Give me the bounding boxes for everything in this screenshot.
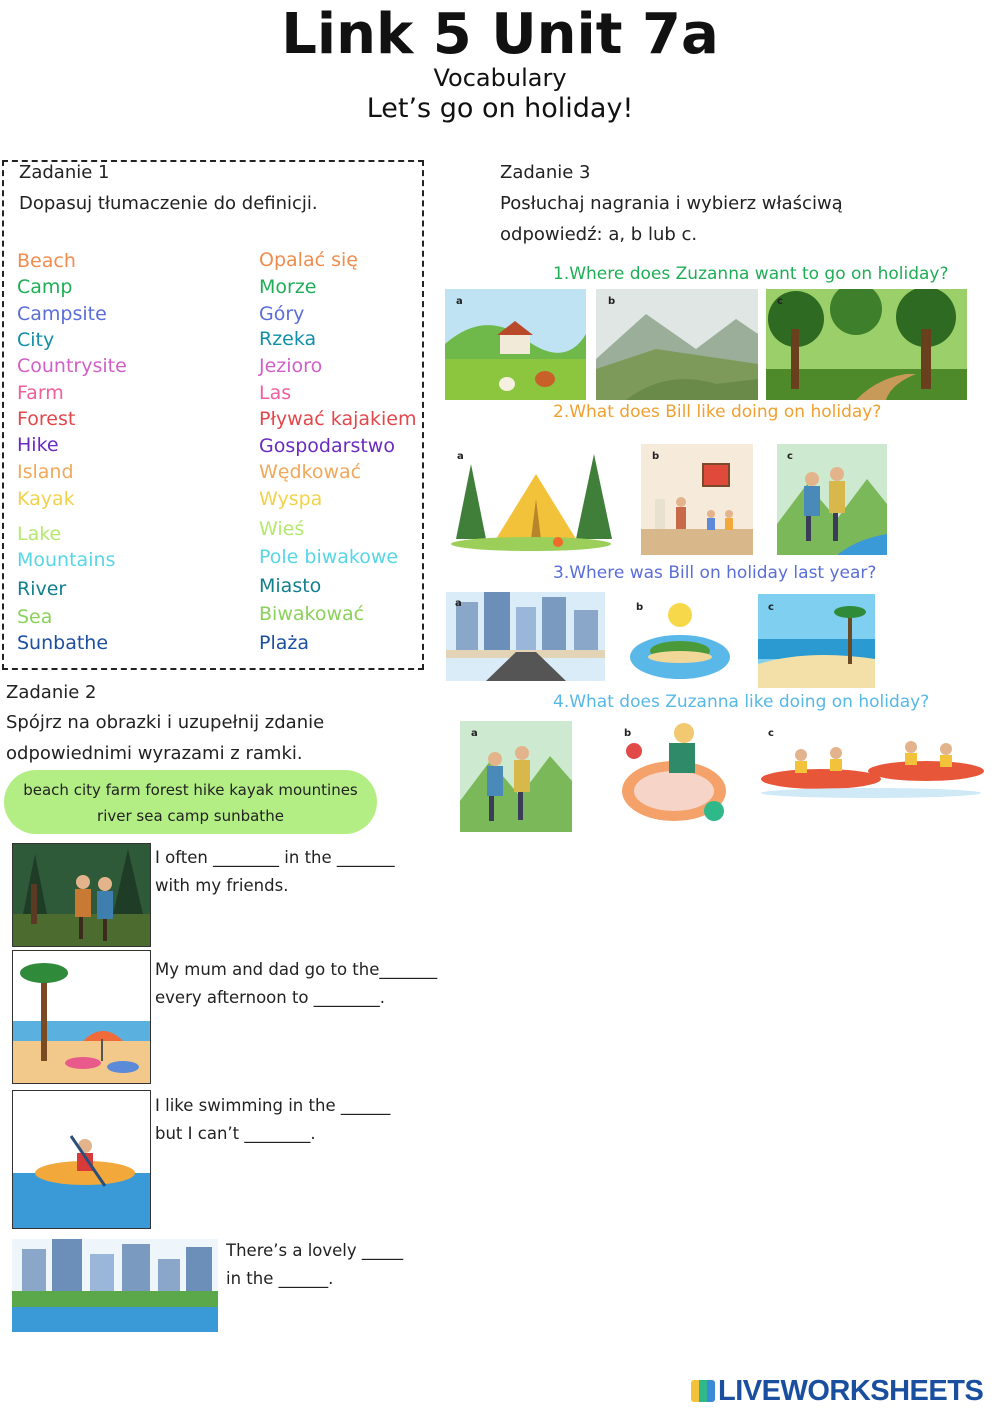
q4-option-c-kayaking-image[interactable] [751,727,986,800]
english-word-kayak[interactable]: Kayak [17,488,75,510]
polish-word-pole-biwakowe[interactable]: Pole biwakowe [259,546,399,568]
word-bank-line2: river sea camp sunbathe [97,807,284,825]
q1-option-a-farm-image[interactable] [445,289,586,400]
word-bank [4,770,377,834]
hike-forest-image [12,843,151,947]
q1-letter-c: c [777,296,783,307]
q2-option-c-hiking-image[interactable] [777,444,887,555]
english-word-mountains[interactable]: Mountains [17,549,116,571]
english-word-farm[interactable]: Farm [17,382,64,404]
polish-word-pływać-kajakiem[interactable]: Pływać kajakiem [259,408,417,430]
sentence-1-line2: with my friends. [155,876,289,895]
polish-word-góry[interactable]: Góry [259,303,305,325]
q2-letter-c: c [787,451,793,462]
task3-heading: Zadanie 3 [500,162,591,183]
polish-word-morze[interactable]: Morze [259,276,317,298]
q3-option-b-island-image[interactable] [628,595,732,686]
polish-word-rzeka[interactable]: Rzeka [259,328,317,350]
q2-letter-b: b [652,451,660,462]
english-word-camp[interactable]: Camp [17,276,73,298]
polish-word-plaża[interactable]: Plaża [259,632,309,654]
polish-word-jezioro[interactable]: Jezioro [259,355,323,377]
task3-instruction-line1: Posłuchaj nagrania i wybierz właściwą [500,193,843,214]
sentence-3-line1: I like swimming in the ______ [155,1096,391,1115]
polish-word-opalać-się[interactable]: Opalać się [259,249,358,271]
polish-word-biwakować[interactable]: Biwakować [259,603,365,625]
english-word-forest[interactable]: Forest [17,408,76,430]
beach-sunbathe-image [12,950,151,1084]
word-bank-line1: beach city farm forest hike kayak mountines [23,781,358,799]
page-title: Link 5 Unit 7a [281,2,719,67]
task3-instruction-line2: odpowiedź: a, b lub c. [500,224,698,245]
english-word-campsite[interactable]: Campsite [17,303,107,325]
q3-letter-a: a [455,598,462,609]
kayak-image [12,1090,151,1229]
sentence-1-line1: I often ________ in the _______ [155,848,395,867]
logo-icon [691,1380,715,1402]
english-word-sea[interactable]: Sea [17,606,53,628]
english-word-sunbathe[interactable]: Sunbathe [17,632,109,654]
english-word-lake[interactable]: Lake [17,523,62,545]
logo-text: LIVEWORKSHEETS [718,1375,984,1407]
liveworksheets-logo[interactable] [691,1375,983,1408]
polish-word-wędkować[interactable]: Wędkować [259,461,362,483]
english-word-city[interactable]: City [17,329,55,351]
question-2: 2.What does Bill like doing on holiday? [553,402,882,422]
sentence-2 [155,956,437,1012]
sentence-3 [155,1092,390,1148]
q4-letter-c: c [768,728,774,739]
q3-option-c-beach-image[interactable] [758,594,875,688]
english-word-river[interactable]: River [17,578,67,600]
sentence-3-line2: but I can’t ________. [155,1124,316,1143]
question-4: 4.What does Zuzanna like doing on holiday? [553,692,930,712]
english-word-countrysite[interactable]: Countrysite [17,355,127,377]
sentence-2-line1: My mum and dad go to the_______ [155,960,438,979]
sentence-4-line2: in the ______. [226,1269,334,1288]
polish-word-wieś[interactable]: Wieś [259,518,305,540]
sentence-4-line1: There’s a lovely _____ [226,1241,404,1260]
polish-word-wyspa[interactable]: Wyspa [259,488,323,510]
page-subtitle: Vocabulary [433,64,567,92]
q1-letter-a: a [456,296,463,307]
q1-option-b-mountains-image[interactable] [596,289,758,400]
q3-letter-b: b [636,602,644,613]
q4-letter-b: b [624,728,632,739]
polish-word-miasto[interactable]: Miasto [259,575,322,597]
task2-instruction-line2: odpowiednimi wyrazami z ramki. [6,743,303,764]
q1-letter-b: b [608,296,616,307]
sentence-4 [226,1237,403,1293]
q4-option-b-sunbathing-image[interactable] [614,721,733,832]
task1-instruction: Dopasuj tłumaczenie do definicji. [19,193,318,214]
polish-word-las[interactable]: Las [259,382,292,404]
task1-heading: Zadanie 1 [19,162,110,183]
task2-heading: Zadanie 2 [6,682,97,703]
q3-letter-c: c [768,602,774,613]
q4-letter-a: a [471,728,478,739]
question-1: 1.Where does Zuzanna want to go on holiday? [553,264,949,284]
english-word-hike[interactable]: Hike [17,434,59,456]
city-river-image [12,1239,218,1332]
question-3: 3.Where was Bill on holiday last year? [553,563,877,583]
q3-option-a-city-image[interactable] [446,592,605,681]
q2-letter-a: a [457,451,464,462]
english-word-island[interactable]: Island [17,461,74,483]
sentence-2-line2: every afternoon to ________. [155,988,386,1007]
sentence-1 [155,844,395,900]
task2-instruction-line1: Spójrz na obrazki i uzupełnij zdanie [6,712,325,733]
polish-word-gospodarstwo[interactable]: Gospodarstwo [259,435,395,457]
english-word-beach[interactable]: Beach [17,250,76,272]
page-subtitle-2: Let’s go on holiday! [366,93,634,124]
q1-option-c-forest-image[interactable] [766,289,967,400]
q2-option-a-camping-image[interactable] [446,444,617,555]
